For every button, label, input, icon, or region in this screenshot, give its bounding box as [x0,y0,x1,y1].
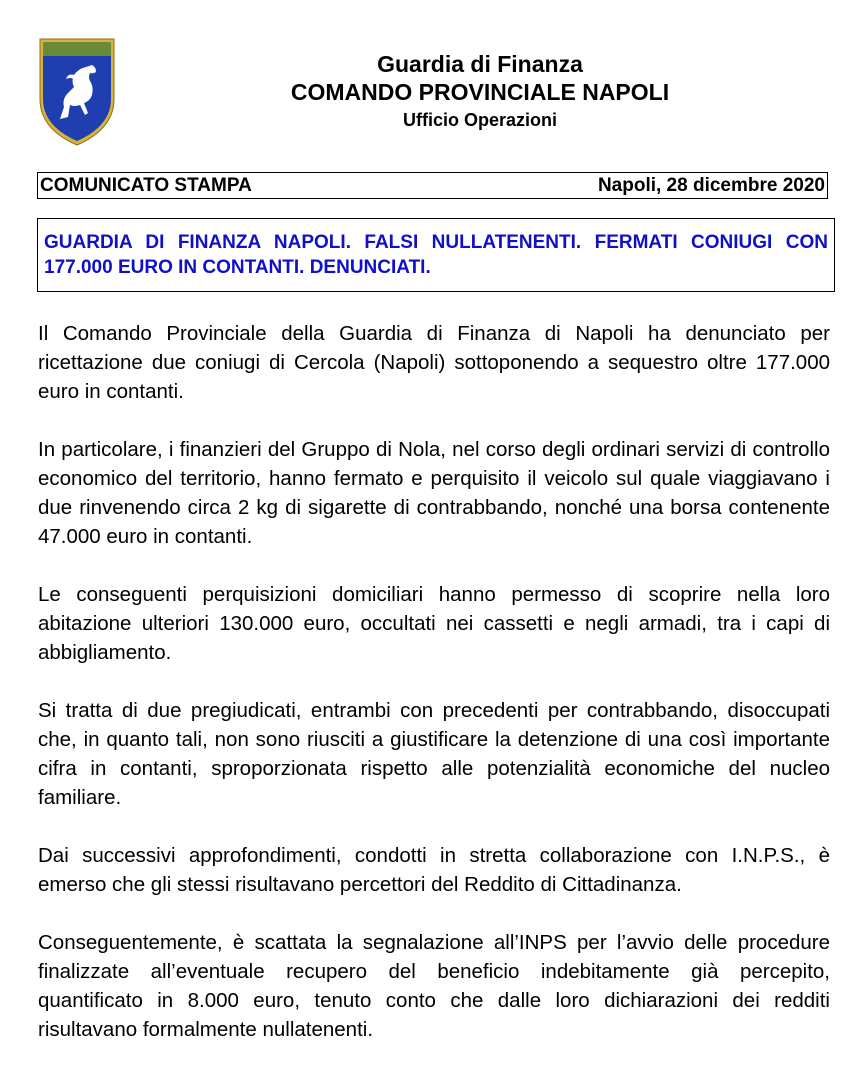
document-header [180,50,780,132]
press-release-label: COMUNICATO STAMPA [40,174,252,196]
paragraph-6: Conseguentemente, è scattata la segnalazione all’INPS per l’avvio delle procedure finalizzate all’eventuale recupero del beneficio indebitamente già percepito, quantificato in 8.000 euro, tenuto conto che dalle loro dichiarazioni dei redditi risultavano formalmente nullatenenti. [38,931,830,1041]
paragraph-2: In particolare, i finanzieri del Gruppo di Nola, nel corso degli ordinari servizi di controllo economico del territorio, hanno fermato e perquisito il veicolo sul quale viaggiavano i due rinvenendo circa 2 kg di sigarette di contrabbando, nonché una borsa contenente 47.000 euro in contanti. [38,438,830,548]
regional-command-crest-icon [38,37,116,147]
headline-box [37,218,835,292]
paragraph-4: Si tratta di due pregiudicati, entrambi con precedenti per contrabbando, disoccupati che, in quanto tali, non sono riusciti a giustificare la detenzione di una così importante cifra in contanti, sproporzionata rispetto alle potenzialità economiche del nucleo familiare. [38,699,830,809]
office-name: Ufficio Operazioni [402,110,557,130]
press-release-banner [37,172,828,199]
paragraph-5: Dai successivi approfondimenti, condotti in stretta collaborazione con I.N.P.S., è emerso che gli stessi risultavano percettori del Reddito di Cittadinanza. [38,844,830,896]
command-name: COMANDO PROVINCIALE NAPOLI [290,79,670,105]
org-name: Guardia di Finanza [377,51,583,77]
paragraph-3: Le conseguenti perquisizioni domiciliari hanno permesso di scoprire nella loro abitazione ulteriori 130.000 euro, occultati nei cassetti e negli armadi, tra i capi di abbigliamento. [38,583,830,664]
article-body [38,319,830,1073]
paragraph-1: Il Comando Provinciale della Guardia di Finanza di Napoli ha denunciato per ricettazione due coniugi di Cercola (Napoli) sottoponendo a sequestro oltre 177.000 euro in contanti. [38,322,830,403]
headline: GUARDIA DI FINANZA NAPOLI. FALSI NULLATENENTI. FERMATI CONIUGI CON 177.000 EURO IN CONTANTI. DENUNCIATI. [44,232,828,278]
press-release-date: Napoli, 28 dicembre 2020 [597,174,825,196]
